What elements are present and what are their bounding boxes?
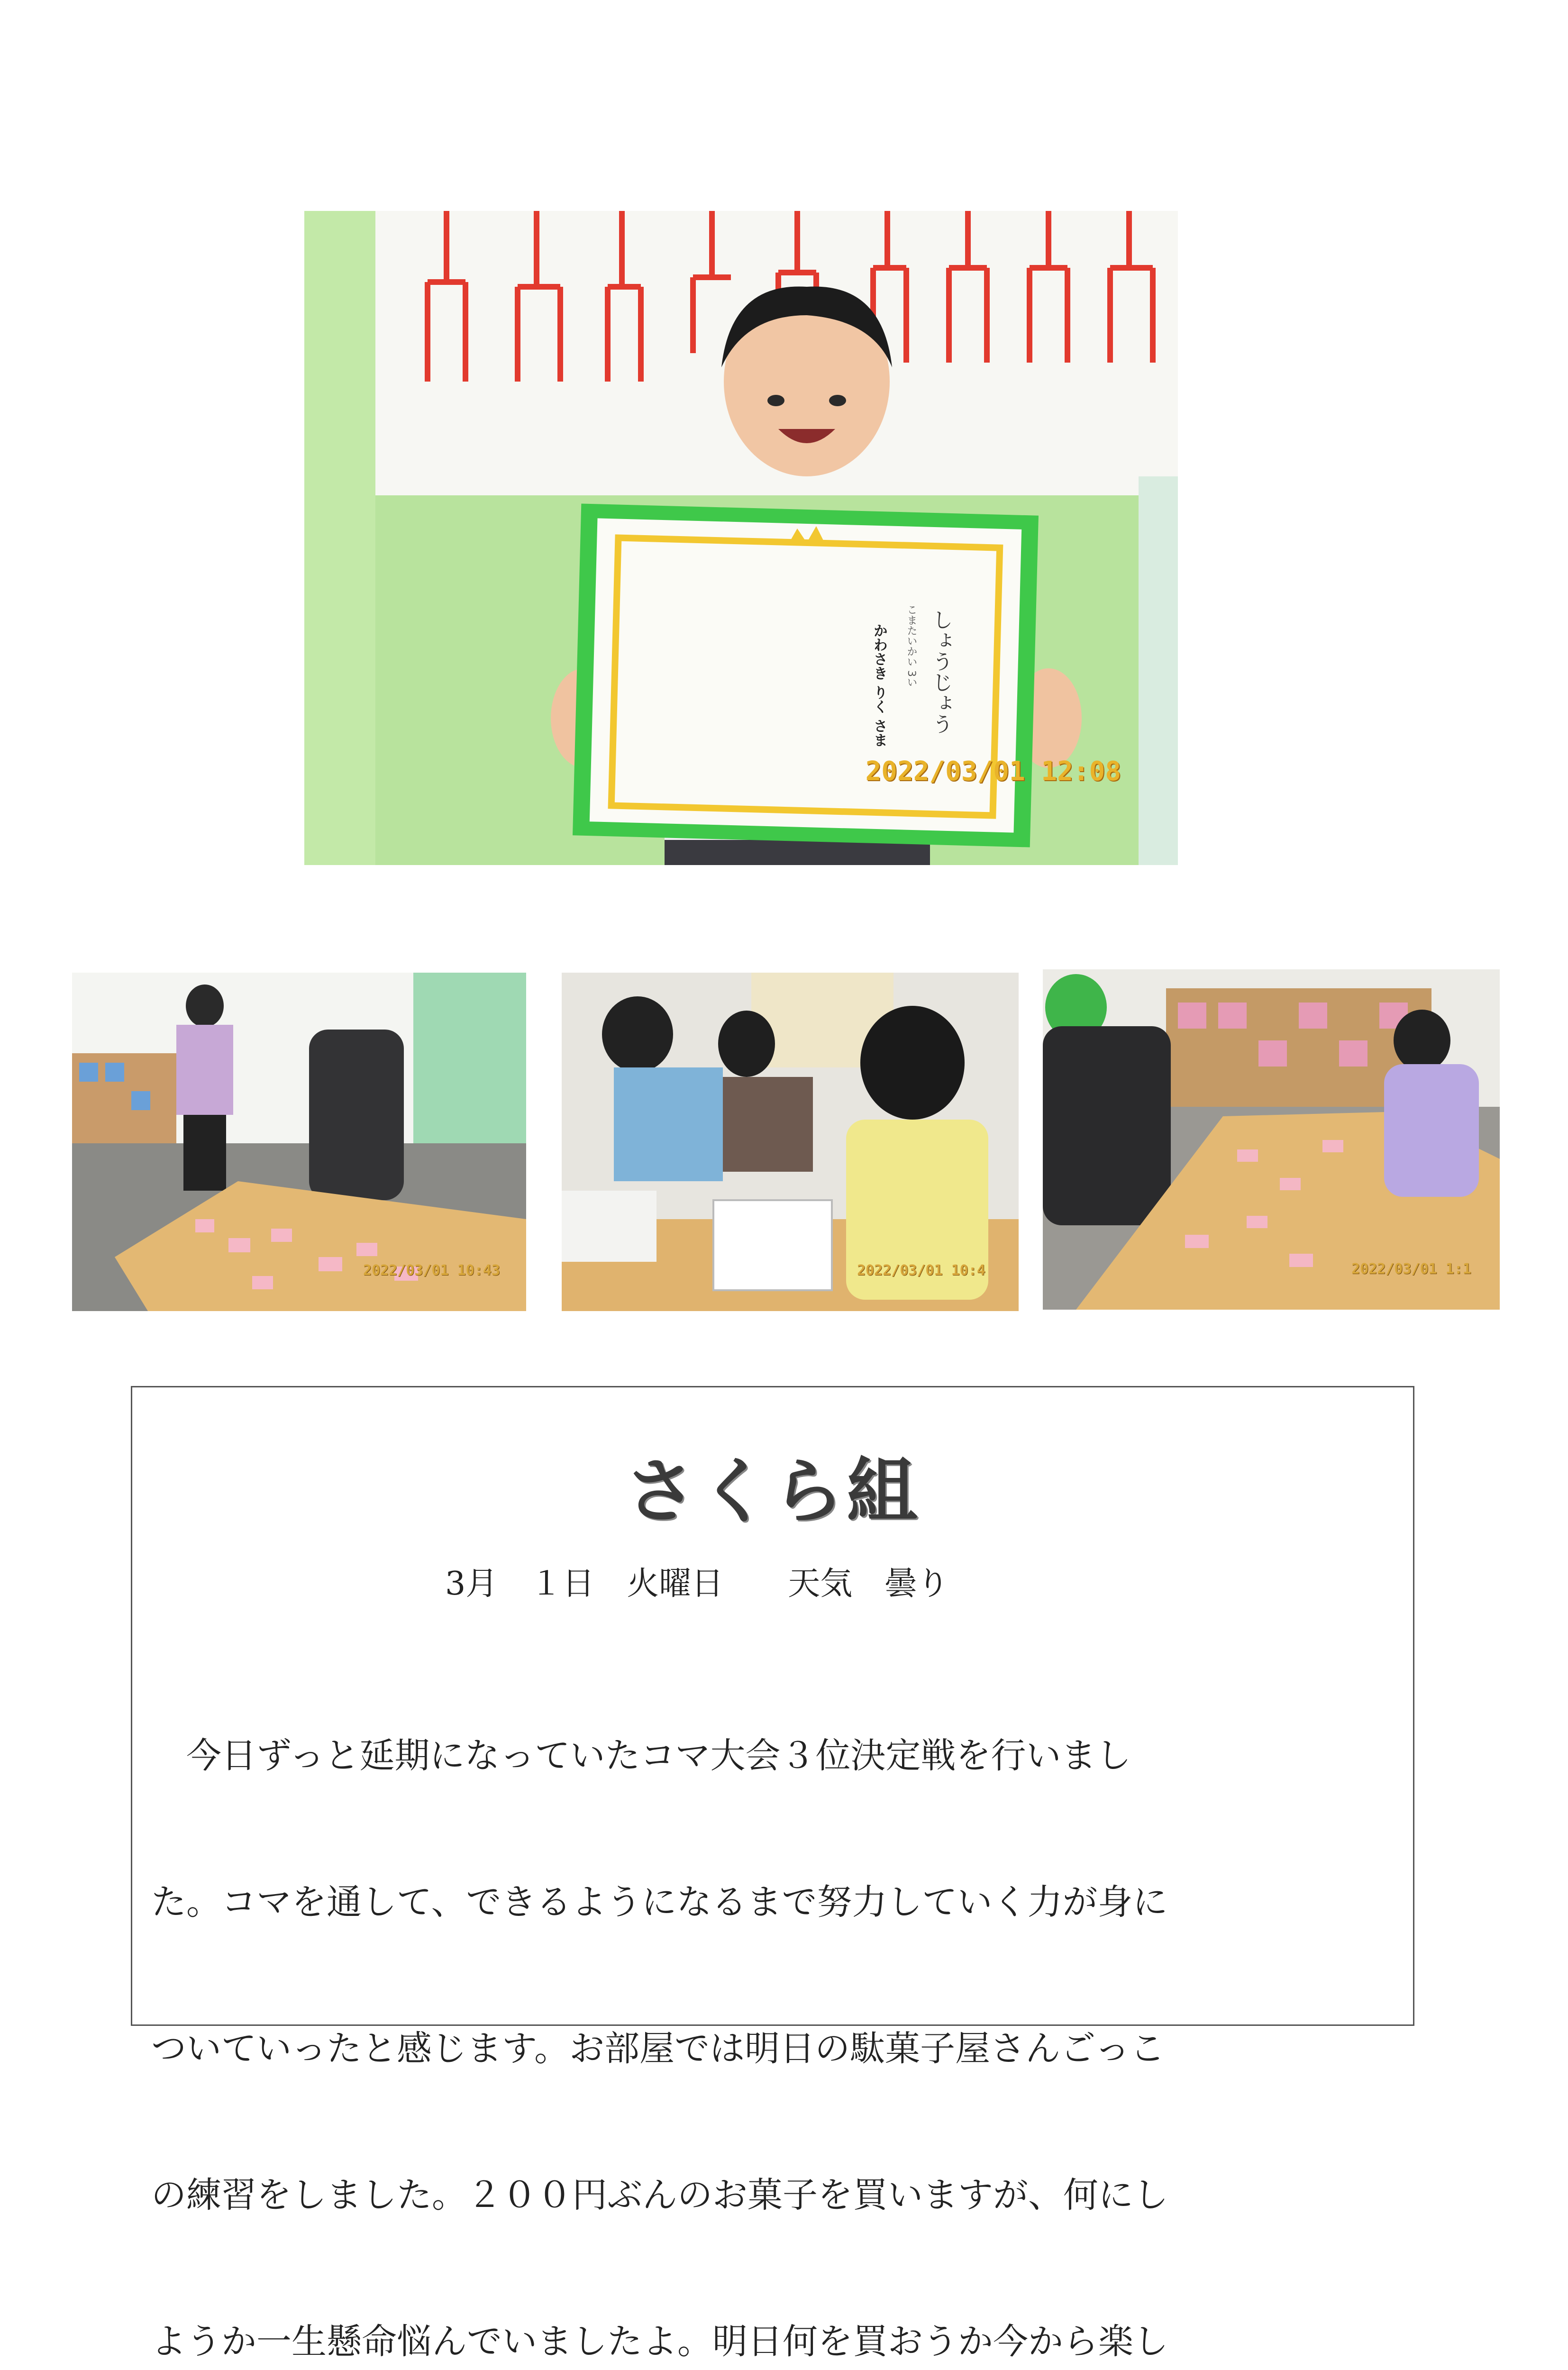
report-line: た。コマを通して、できるようになるまで努力していく力が身に <box>151 1882 1168 1923</box>
certificate-subtitle: こまたいかい 3い <box>905 604 917 687</box>
report-body <box>151 1634 1407 2370</box>
report-line: ようか一生懸命悩んでいましたよ。明日何を買おうか今から楽し <box>151 2321 1168 2362</box>
report-line: 今日ずっと延期になっていたコマ大会３位決定戦を行いまし <box>151 1735 1131 1776</box>
class-report-box <box>131 1386 1414 2362</box>
class-title: さくら組 <box>624 1450 921 1533</box>
classroom-photo-3-image <box>1043 969 1500 1310</box>
classroom-photo-2 <box>562 973 1019 1311</box>
photo-timestamp: 2022/03/01 12:08 <box>865 756 1121 787</box>
photo-timestamp: 2022/03/01 1:1 <box>1351 1261 1471 1277</box>
main-photo <box>304 211 1178 865</box>
report-line: ついていったと感じます。お部屋では明日の駄菓子屋さんごっこ <box>151 2028 1165 2069</box>
photo-timestamp: 2022/03/01 10:4 <box>857 1262 985 1279</box>
classroom-photo-1 <box>72 973 526 1311</box>
date-weather-line: 3月 １日 火曜日 天気 曇り <box>445 1565 949 1603</box>
classroom-photo-3 <box>1043 969 1500 1310</box>
certificate-title: しょうじょう <box>929 609 953 734</box>
certificate-recipient: かわさき りく さま <box>871 623 887 747</box>
classroom-photo-2-image <box>562 973 1019 1311</box>
classroom-photo-1-image <box>72 973 526 1311</box>
photo-timestamp: 2022/03/01 10:43 <box>363 1262 500 1279</box>
report-line: の練習をしました。２００円ぶんのお菓子を買いますが、何にし <box>151 2175 1168 2215</box>
